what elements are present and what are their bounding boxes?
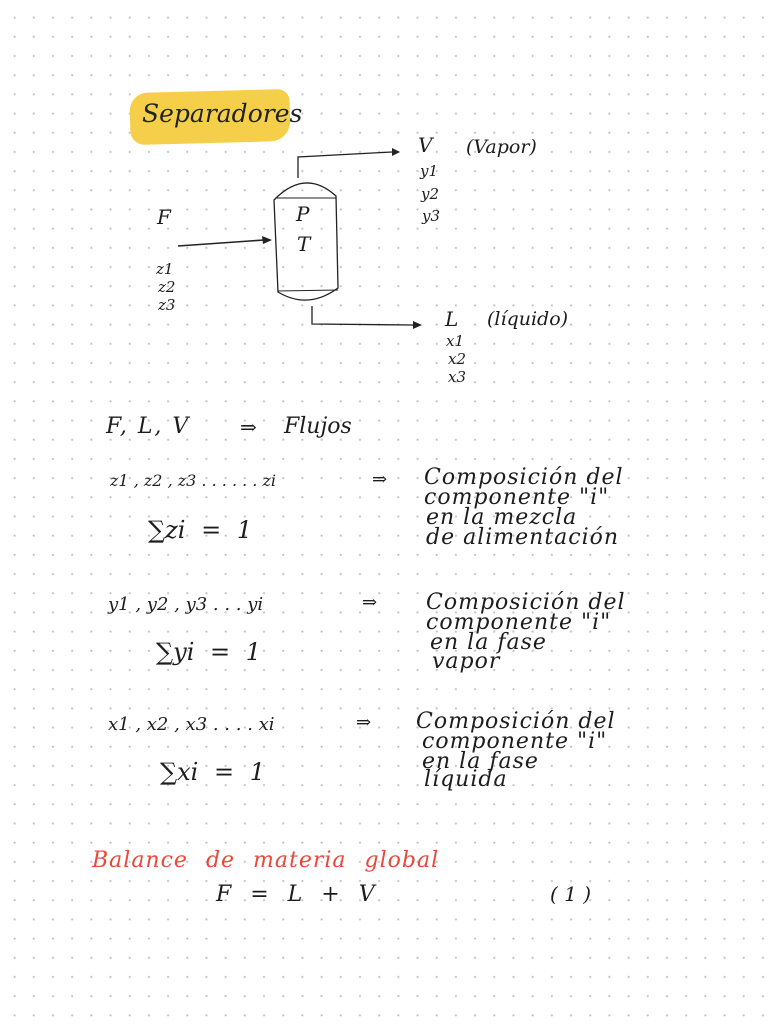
vapor-outlet-line — [298, 152, 392, 178]
x-variables: x1 , x2 , x3 . . . . xi — [108, 714, 275, 735]
z-desc-line-2: componente "i" — [424, 485, 610, 510]
liquid-outlet-line — [312, 306, 414, 325]
vapor-component-y1: y1 — [420, 162, 439, 180]
z-desc-line-4: de alimentación — [426, 525, 620, 550]
vapor-arrowhead — [392, 148, 400, 156]
liquid-label: L — [445, 307, 459, 331]
equation-number: ( 1 ) — [550, 882, 592, 906]
x-desc-line-1: Composición del — [416, 709, 616, 734]
vessel-label-temperature: T — [297, 232, 311, 256]
vapor-label: V — [418, 133, 433, 157]
y-variables: y1 , y2 , y3 . . . yi — [108, 594, 264, 615]
x-arrow: ⇒ — [356, 712, 372, 733]
balance-heading: Balance de materia global — [92, 848, 440, 873]
y-desc-line-1: Composición del — [426, 590, 626, 615]
liquid-component-x2: x2 — [448, 350, 467, 368]
liquid-name: (líquido) — [487, 308, 569, 330]
feed-component-z2: z2 — [158, 278, 176, 296]
feed-arrowhead — [262, 236, 272, 244]
z-desc-line-3: en la mezcla — [426, 505, 578, 530]
z-variables: z1 , z2 , z3 . . . . . . zi — [110, 471, 277, 490]
z-arrow: ⇒ — [372, 469, 388, 490]
flows-meaning: Flujos — [284, 414, 352, 439]
flows-arrow: ⇒ — [240, 415, 257, 439]
flows-variables: F, L, V — [106, 414, 191, 439]
feed-component-z3: z3 — [158, 296, 176, 314]
feed-component-z1: z1 — [156, 260, 174, 278]
x-sum-equation: ∑xi = 1 — [160, 758, 265, 786]
z-sum-equation: ∑zi = 1 — [148, 516, 253, 544]
x-desc-line-4: líquida — [424, 767, 508, 792]
z-desc-line-1: Composición del — [424, 465, 624, 490]
x-desc-line-3: en la fase — [422, 749, 539, 774]
vapor-component-y2: y2 — [421, 185, 440, 203]
feed-line — [178, 240, 264, 246]
vapor-name: (Vapor) — [466, 136, 537, 158]
liquid-arrowhead — [413, 321, 422, 329]
vessel-label-pressure: P — [296, 202, 310, 226]
balance-equation: F = L + V — [216, 882, 375, 907]
x-desc-line-2: componente "i" — [422, 729, 608, 754]
y-arrow: ⇒ — [362, 592, 378, 613]
vessel-bottom-seam — [278, 290, 338, 291]
y-desc-line-4: vapor — [432, 649, 501, 674]
y-desc-line-3: en la fase — [430, 630, 547, 655]
y-desc-line-2: componente "i" — [426, 610, 612, 635]
liquid-component-x1: x1 — [446, 332, 465, 350]
feed-label: F — [157, 205, 171, 229]
y-sum-equation: ∑yi = 1 — [156, 638, 262, 666]
page-title: Separadores — [142, 99, 303, 128]
liquid-component-x3: x3 — [448, 368, 467, 386]
vapor-component-y3: y3 — [422, 207, 441, 225]
